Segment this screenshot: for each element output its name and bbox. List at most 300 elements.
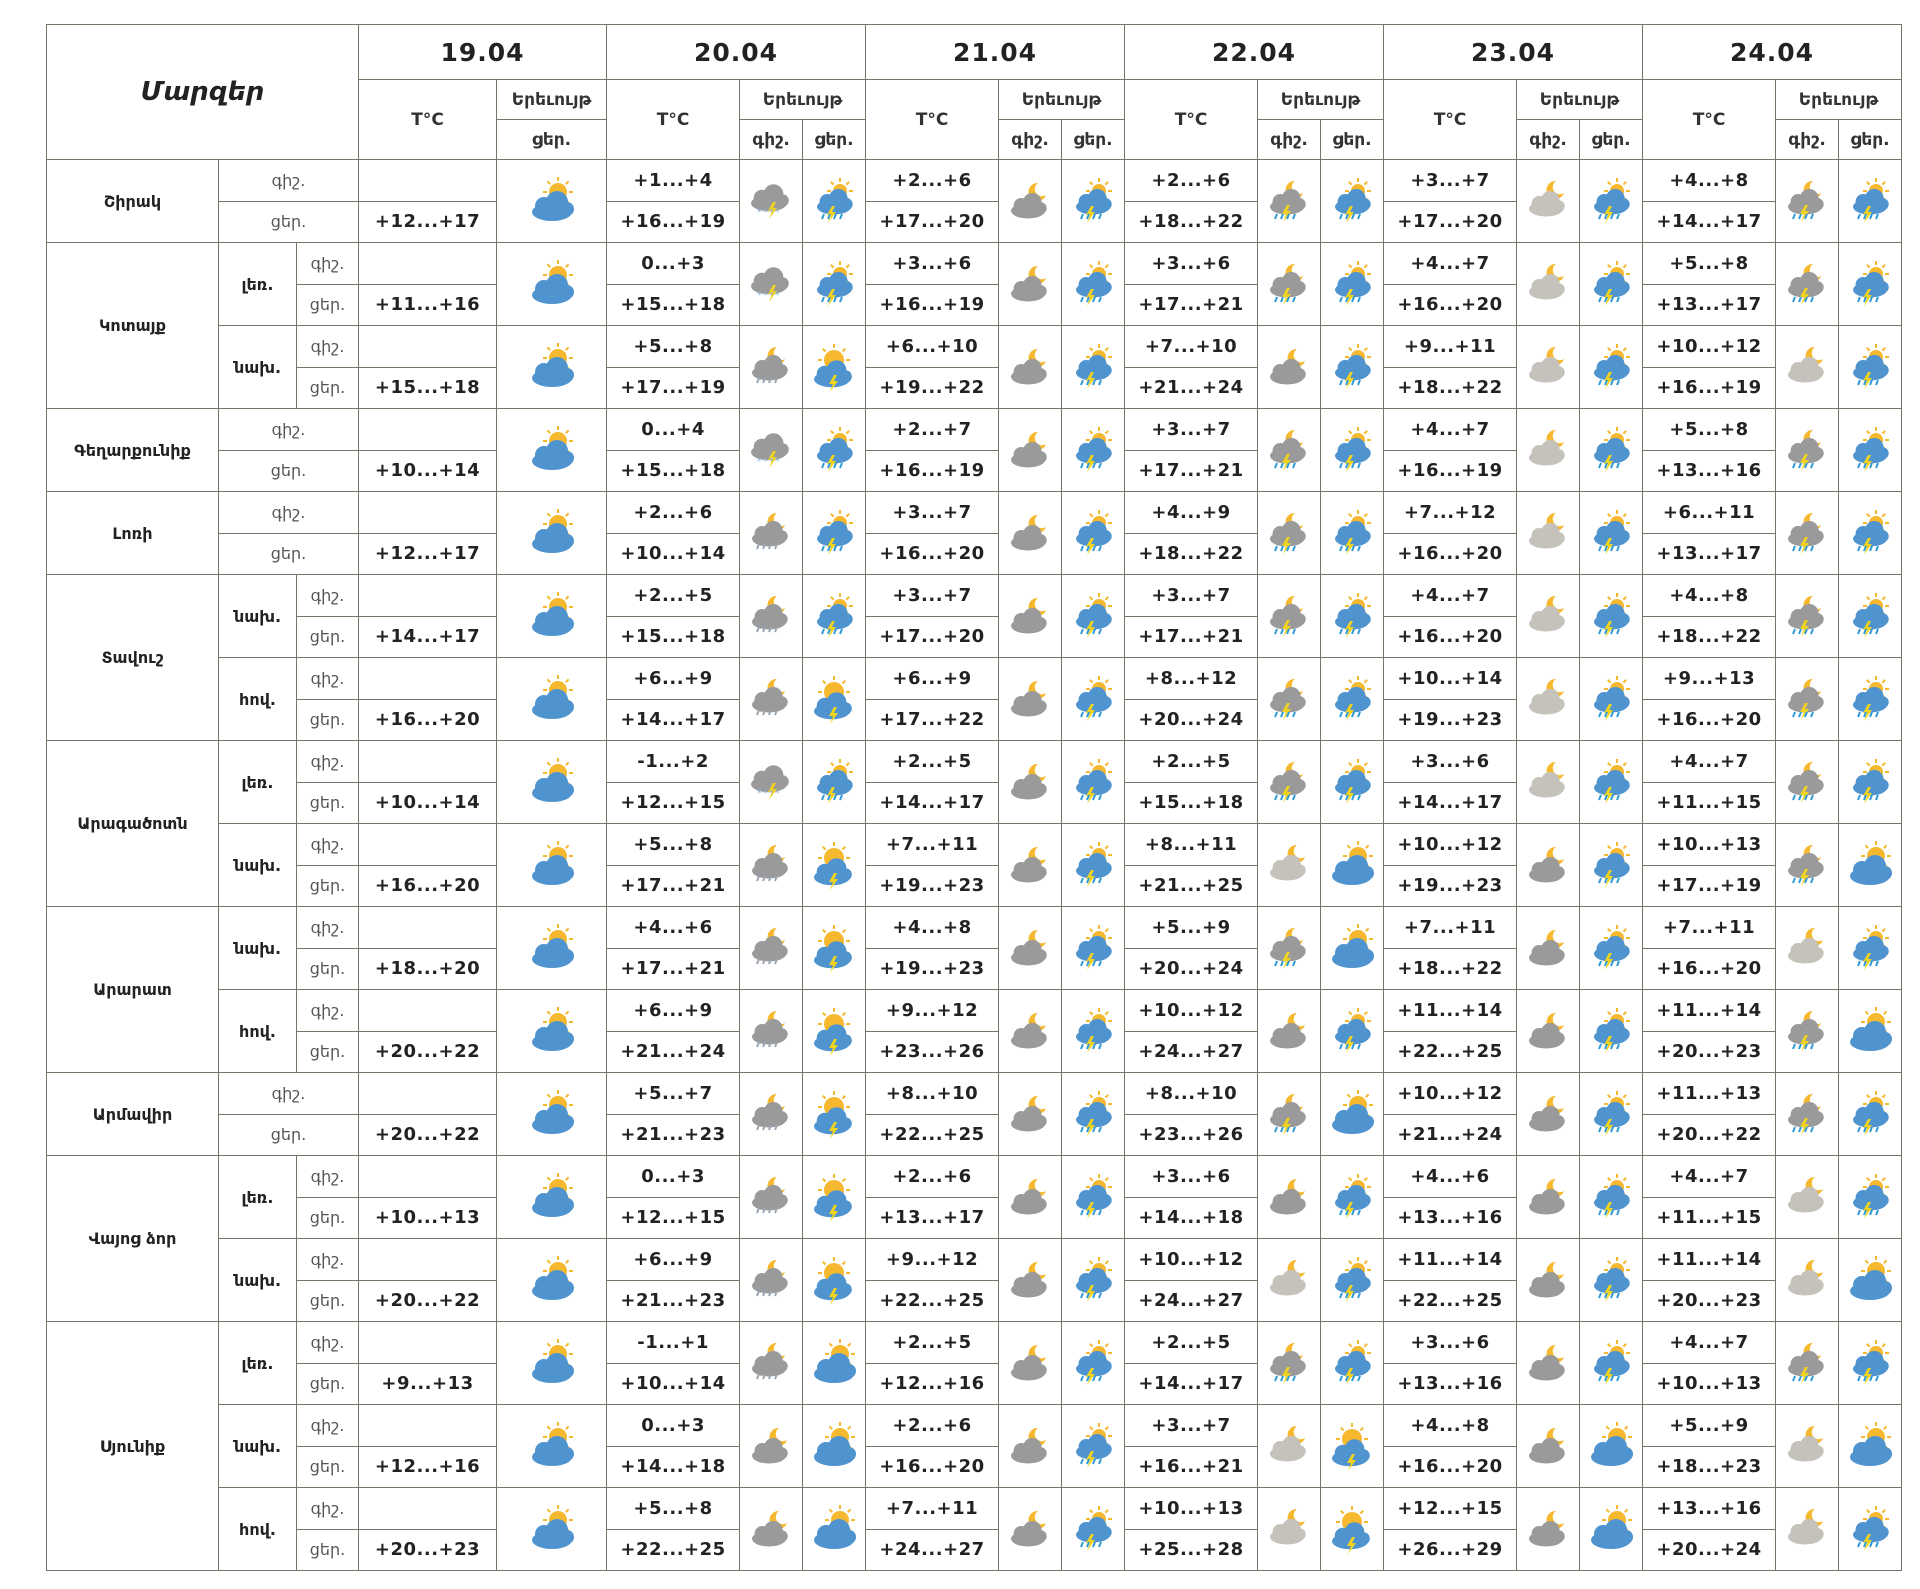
icon-cell bbox=[1258, 907, 1321, 990]
sun-cloud-icon bbox=[528, 591, 576, 641]
cloud-moon-icon bbox=[1524, 1338, 1572, 1388]
day-temp: +21...+23 bbox=[607, 1280, 740, 1322]
night-temp: +6...+9 bbox=[607, 1239, 740, 1281]
sun-thunder-rain-icon bbox=[1328, 1172, 1376, 1222]
night-label: գիշ. bbox=[297, 990, 359, 1032]
day-temp: +18...+22 bbox=[1384, 948, 1517, 990]
icon-cell bbox=[497, 824, 607, 907]
cloud-moon-icon bbox=[1524, 1421, 1572, 1471]
icon-cell bbox=[999, 1239, 1062, 1322]
day-temp: +13...+16 bbox=[1384, 1363, 1517, 1405]
icon-cell bbox=[740, 658, 803, 741]
day-temp: +16...+19 bbox=[1643, 367, 1776, 409]
day-temp: +16...+19 bbox=[866, 284, 999, 326]
icon-cell bbox=[740, 741, 803, 824]
area-name: լեռ. bbox=[219, 741, 297, 824]
day-temp: +16...+19 bbox=[607, 201, 740, 243]
sun-cloud-icon bbox=[810, 1504, 858, 1554]
night-label: գիշ. bbox=[219, 160, 359, 202]
day-temp: +17...+21 bbox=[1125, 616, 1258, 658]
icon-cell bbox=[1776, 243, 1839, 326]
day-temp: +11...+16 bbox=[359, 284, 497, 326]
table-row bbox=[47, 1405, 1902, 1447]
table-row bbox=[47, 243, 1902, 285]
sun-cloud-icon bbox=[528, 1089, 576, 1139]
night-temp: +5...+7 bbox=[607, 1073, 740, 1115]
icon-cell bbox=[740, 326, 803, 409]
temp-cell-empty bbox=[359, 326, 497, 368]
icon-cell bbox=[1580, 658, 1643, 741]
svg-text:*: * bbox=[775, 291, 780, 301]
pale-cloud-icon bbox=[1524, 674, 1572, 724]
area-name: հով. bbox=[219, 658, 297, 741]
icon-cell bbox=[1580, 575, 1643, 658]
sun-thunder-rain-icon bbox=[1587, 425, 1635, 475]
svg-text:*: * bbox=[757, 789, 762, 799]
day-temp: +21...+24 bbox=[607, 1031, 740, 1073]
cloud-moon-icon bbox=[1006, 425, 1054, 475]
icon-cell bbox=[740, 1156, 803, 1239]
night-temp: +10...+13 bbox=[1125, 1488, 1258, 1530]
sun-thunder-icon bbox=[1328, 1421, 1376, 1471]
sun-cloud-icon bbox=[810, 1421, 858, 1471]
day-temp: +13...+16 bbox=[1643, 450, 1776, 492]
sun-thunder-rain-icon bbox=[1328, 674, 1376, 724]
day-temp: +24...+27 bbox=[1125, 1031, 1258, 1073]
sun-thunder-icon bbox=[810, 840, 858, 890]
thunder-rain-cloud-icon bbox=[1783, 425, 1831, 475]
icon-cell bbox=[1258, 243, 1321, 326]
icon-cell bbox=[999, 1073, 1062, 1156]
day-temp: +13...+17 bbox=[1643, 533, 1776, 575]
sun-cloud-icon bbox=[528, 1421, 576, 1471]
rain-cloud-moon-icon bbox=[747, 1089, 795, 1139]
sun-thunder-rain-icon bbox=[1069, 1421, 1117, 1471]
cloud-moon-icon bbox=[1006, 508, 1054, 558]
area-name: հով. bbox=[219, 990, 297, 1073]
night-temp: +4...+8 bbox=[866, 907, 999, 949]
day-temp: +20...+22 bbox=[359, 1280, 497, 1322]
night-temp: +11...+14 bbox=[1643, 1239, 1776, 1281]
sun-thunder-rain-icon bbox=[1328, 1006, 1376, 1056]
area-name: նախ. bbox=[219, 824, 297, 907]
icon-cell bbox=[1062, 243, 1125, 326]
table-row bbox=[47, 1156, 1902, 1198]
icon-cell bbox=[740, 824, 803, 907]
icon-cell bbox=[999, 1488, 1062, 1571]
cloud-moon-icon bbox=[747, 1504, 795, 1554]
sun-thunder-rain-icon bbox=[1587, 1006, 1635, 1056]
night-label: գիշ. bbox=[297, 1156, 359, 1198]
pale-cloud-icon bbox=[1265, 1504, 1313, 1554]
icon-cell bbox=[740, 1239, 803, 1322]
night-temp: +5...+8 bbox=[1643, 409, 1776, 451]
icon-cell bbox=[999, 1156, 1062, 1239]
night-temp: +3...+6 bbox=[866, 243, 999, 285]
icon-cell bbox=[999, 326, 1062, 409]
icon-cell bbox=[999, 824, 1062, 907]
table-row bbox=[47, 575, 1902, 617]
icon-cell bbox=[1776, 1239, 1839, 1322]
icon-cell bbox=[1839, 409, 1902, 492]
icon-cell bbox=[1839, 907, 1902, 990]
sun-thunder-rain-icon bbox=[1069, 1255, 1117, 1305]
pale-cloud-icon bbox=[1783, 1421, 1831, 1471]
day-temp: +20...+22 bbox=[359, 1114, 497, 1156]
night-label: գիշ. bbox=[219, 492, 359, 534]
temp-header: T°C bbox=[607, 80, 740, 160]
sun-thunder-rain-icon bbox=[1587, 757, 1635, 807]
day-temp: +20...+23 bbox=[359, 1529, 497, 1571]
sun-thunder-rain-icon bbox=[1328, 342, 1376, 392]
temp-cell-empty bbox=[359, 575, 497, 617]
sun-cloud-icon bbox=[528, 1338, 576, 1388]
temp-cell-empty bbox=[359, 658, 497, 700]
pale-cloud-icon bbox=[1524, 591, 1572, 641]
thunder-rain-cloud-icon bbox=[1783, 259, 1831, 309]
icon-cell bbox=[1062, 1073, 1125, 1156]
icon-cell bbox=[1580, 824, 1643, 907]
sun-cloud-icon bbox=[810, 1338, 858, 1388]
svg-text:*: * bbox=[757, 291, 762, 301]
day-temp: +13...+17 bbox=[1643, 284, 1776, 326]
sun-cloud-icon bbox=[528, 1255, 576, 1305]
sun-cloud-icon bbox=[1587, 1421, 1635, 1471]
icon-cell bbox=[1258, 741, 1321, 824]
sun-thunder-rain-icon bbox=[1846, 342, 1894, 392]
sun-thunder-rain-icon bbox=[1587, 1089, 1635, 1139]
night-header: գիշ. bbox=[1517, 120, 1580, 160]
sun-cloud-icon bbox=[528, 1172, 576, 1222]
night-temp: +7...+11 bbox=[1643, 907, 1776, 949]
icon-cell bbox=[999, 575, 1062, 658]
day-temp: +23...+26 bbox=[866, 1031, 999, 1073]
icon-cell bbox=[1517, 907, 1580, 990]
table-row bbox=[47, 907, 1902, 949]
day-temp: +20...+22 bbox=[359, 1031, 497, 1073]
area-name: հով. bbox=[219, 1488, 297, 1571]
thunder-rain-cloud-icon bbox=[1783, 508, 1831, 558]
night-temp: +7...+10 bbox=[1125, 326, 1258, 368]
night-temp: 0...+4 bbox=[607, 409, 740, 451]
night-temp: -1...+2 bbox=[607, 741, 740, 783]
svg-text:*: * bbox=[763, 789, 768, 799]
day-temp: +18...+22 bbox=[1384, 367, 1517, 409]
icon-cell bbox=[1062, 824, 1125, 907]
day-label: ցեր. bbox=[219, 201, 359, 243]
icon-cell bbox=[497, 326, 607, 409]
icon-cell bbox=[1839, 492, 1902, 575]
night-temp: +4...+7 bbox=[1384, 243, 1517, 285]
night-temp: +4...+7 bbox=[1643, 1322, 1776, 1364]
icon-cell bbox=[497, 658, 607, 741]
svg-text:*: * bbox=[775, 789, 780, 799]
day-temp: +22...+25 bbox=[1384, 1031, 1517, 1073]
sun-thunder-rain-icon bbox=[1069, 1504, 1117, 1554]
sun-thunder-icon bbox=[810, 674, 858, 724]
night-temp: +11...+14 bbox=[1384, 1239, 1517, 1281]
night-temp: +4...+7 bbox=[1384, 575, 1517, 617]
svg-text:*: * bbox=[757, 208, 762, 218]
icon-cell bbox=[1062, 1322, 1125, 1405]
day-temp: +21...+23 bbox=[607, 1114, 740, 1156]
icon-cell bbox=[803, 326, 866, 409]
day-temp: +16...+20 bbox=[1643, 948, 1776, 990]
day-temp: +14...+17 bbox=[359, 616, 497, 658]
table-row bbox=[47, 326, 1902, 368]
day-temp: +22...+25 bbox=[607, 1529, 740, 1571]
day-temp: +12...+15 bbox=[607, 1197, 740, 1239]
night-temp: +2...+5 bbox=[1125, 741, 1258, 783]
sun-cloud-icon bbox=[1587, 1504, 1635, 1554]
thunder-rain-cloud-icon bbox=[1265, 425, 1313, 475]
sun-thunder-rain-icon bbox=[1846, 923, 1894, 973]
icon-cell bbox=[1258, 658, 1321, 741]
night-temp: +9...+12 bbox=[866, 990, 999, 1032]
icon-cell bbox=[740, 907, 803, 990]
sun-thunder-rain-icon bbox=[1846, 757, 1894, 807]
area-name: լեռ. bbox=[219, 1156, 297, 1239]
rain-cloud-moon-icon bbox=[747, 840, 795, 890]
day-temp: +15...+18 bbox=[607, 450, 740, 492]
table-title: Մարզեր bbox=[47, 25, 359, 160]
region-name: Կոտայք bbox=[47, 243, 219, 409]
icon-cell bbox=[1062, 575, 1125, 658]
icon-cell bbox=[803, 1488, 866, 1571]
day-temp: +12...+16 bbox=[866, 1363, 999, 1405]
day-temp: +17...+21 bbox=[1125, 450, 1258, 492]
day-temp: +16...+20 bbox=[866, 1446, 999, 1488]
sun-thunder-rain-icon bbox=[1328, 1255, 1376, 1305]
icon-cell bbox=[1258, 1488, 1321, 1571]
icon-cell bbox=[1321, 1405, 1384, 1488]
icon-cell bbox=[1258, 492, 1321, 575]
icon-cell bbox=[497, 492, 607, 575]
icon-cell bbox=[1258, 1405, 1321, 1488]
cloud-moon-icon bbox=[1265, 342, 1313, 392]
day-temp: +9...+13 bbox=[359, 1363, 497, 1405]
icon-cell bbox=[1321, 658, 1384, 741]
thunder-rain-cloud-icon bbox=[1783, 1338, 1831, 1388]
table-row bbox=[47, 990, 1902, 1032]
cloud-moon-icon bbox=[1265, 1172, 1313, 1222]
night-temp: +11...+14 bbox=[1643, 990, 1776, 1032]
night-temp: +9...+11 bbox=[1384, 326, 1517, 368]
pale-cloud-icon bbox=[1524, 425, 1572, 475]
night-temp: +6...+10 bbox=[866, 326, 999, 368]
sun-cloud-icon bbox=[528, 342, 576, 392]
night-temp: +10...+12 bbox=[1384, 824, 1517, 866]
day-temp: +19...+23 bbox=[866, 865, 999, 907]
table-row bbox=[47, 160, 1902, 202]
day-temp: +16...+19 bbox=[1384, 450, 1517, 492]
night-temp: +4...+8 bbox=[1384, 1405, 1517, 1447]
temp-cell-empty bbox=[359, 243, 497, 285]
day-temp: +18...+20 bbox=[359, 948, 497, 990]
icon-cell bbox=[1839, 1073, 1902, 1156]
icon-cell bbox=[497, 1488, 607, 1571]
icon-cell bbox=[999, 243, 1062, 326]
icon-cell bbox=[1580, 492, 1643, 575]
icon-cell bbox=[1580, 243, 1643, 326]
date-header: 23.04 bbox=[1384, 25, 1643, 80]
icon-cell bbox=[497, 160, 607, 243]
icon-cell bbox=[1517, 575, 1580, 658]
day-temp: +17...+21 bbox=[607, 865, 740, 907]
temp-cell-empty bbox=[359, 1239, 497, 1281]
night-temp: +3...+7 bbox=[866, 575, 999, 617]
day-temp: +17...+22 bbox=[866, 699, 999, 741]
day-temp: +23...+26 bbox=[1125, 1114, 1258, 1156]
icon-cell bbox=[497, 1239, 607, 1322]
cloud-moon-icon bbox=[1006, 757, 1054, 807]
day-temp: +16...+20 bbox=[359, 865, 497, 907]
night-temp: +2...+6 bbox=[607, 492, 740, 534]
date-header: 20.04 bbox=[607, 25, 866, 80]
icon-cell bbox=[1839, 1156, 1902, 1239]
temp-cell-empty bbox=[359, 492, 497, 534]
day-temp: +11...+15 bbox=[1643, 782, 1776, 824]
icon-cell bbox=[1062, 907, 1125, 990]
icon-cell bbox=[803, 1322, 866, 1405]
night-temp: +10...+12 bbox=[1384, 1073, 1517, 1115]
icon-cell bbox=[497, 409, 607, 492]
cloud-moon-icon bbox=[1524, 923, 1572, 973]
icon-cell bbox=[803, 824, 866, 907]
day-temp: +22...+25 bbox=[866, 1114, 999, 1156]
sun-thunder-rain-icon bbox=[810, 757, 858, 807]
icon-cell bbox=[1062, 990, 1125, 1073]
night-temp: +3...+6 bbox=[1384, 741, 1517, 783]
icon-cell bbox=[1321, 409, 1384, 492]
forecast-header: Երեւույթ bbox=[497, 80, 607, 120]
icon-cell bbox=[497, 243, 607, 326]
icon-cell bbox=[1776, 1405, 1839, 1488]
icon-cell bbox=[1580, 1073, 1643, 1156]
day-label: ցեր. bbox=[219, 450, 359, 492]
night-temp: +3...+6 bbox=[1384, 1322, 1517, 1364]
night-temp: +10...+12 bbox=[1125, 990, 1258, 1032]
day-temp: +14...+17 bbox=[866, 782, 999, 824]
sun-thunder-rain-icon bbox=[1846, 1172, 1894, 1222]
temp-cell-empty bbox=[359, 1073, 497, 1115]
night-temp: +2...+5 bbox=[1125, 1322, 1258, 1364]
day-temp: +17...+20 bbox=[1384, 201, 1517, 243]
icon-cell bbox=[1258, 575, 1321, 658]
temp-cell-empty bbox=[359, 409, 497, 451]
day-label: ցեր. bbox=[297, 284, 359, 326]
icon-cell bbox=[1839, 1239, 1902, 1322]
sun-thunder-rain-icon bbox=[1846, 1504, 1894, 1554]
icon-cell bbox=[999, 1322, 1062, 1405]
sun-thunder-rain-icon bbox=[1587, 1255, 1635, 1305]
day-temp: +14...+17 bbox=[1125, 1363, 1258, 1405]
icon-cell bbox=[803, 243, 866, 326]
region-name: Արմավիր bbox=[47, 1073, 219, 1156]
sun-thunder-rain-icon bbox=[1069, 1089, 1117, 1139]
icon-cell bbox=[1062, 326, 1125, 409]
svg-text:*: * bbox=[769, 457, 774, 467]
svg-text:*: * bbox=[763, 291, 768, 301]
day-label: ցեր. bbox=[297, 1197, 359, 1239]
day-temp: +19...+23 bbox=[866, 948, 999, 990]
sun-thunder-rain-icon bbox=[1587, 591, 1635, 641]
sun-thunder-rain-icon bbox=[1328, 425, 1376, 475]
night-temp: -1...+1 bbox=[607, 1322, 740, 1364]
day-temp: +14...+17 bbox=[1384, 782, 1517, 824]
temp-header: T°C bbox=[866, 80, 999, 160]
date-header: 24.04 bbox=[1643, 25, 1902, 80]
day-temp: +17...+19 bbox=[1643, 865, 1776, 907]
day-temp: +16...+19 bbox=[866, 450, 999, 492]
table-row bbox=[47, 409, 1902, 451]
temp-header: T°C bbox=[359, 80, 497, 160]
day-temp: +16...+21 bbox=[1125, 1446, 1258, 1488]
day-header: ցեր. bbox=[497, 120, 607, 160]
night-temp: +2...+6 bbox=[866, 160, 999, 202]
night-temp: +4...+6 bbox=[607, 907, 740, 949]
icon-cell bbox=[999, 160, 1062, 243]
pale-cloud-icon bbox=[1783, 923, 1831, 973]
sun-thunder-rain-icon bbox=[810, 591, 858, 641]
icon-cell bbox=[1839, 326, 1902, 409]
thunder-rain-cloud-icon bbox=[1265, 1338, 1313, 1388]
night-header: գիշ. bbox=[740, 120, 803, 160]
date-header: 21.04 bbox=[866, 25, 1125, 80]
cloud-moon-icon bbox=[1006, 1504, 1054, 1554]
pale-cloud-icon bbox=[1265, 840, 1313, 890]
day-temp: +14...+18 bbox=[607, 1446, 740, 1488]
sun-cloud-icon bbox=[1846, 1006, 1894, 1056]
day-temp: +20...+24 bbox=[1643, 1529, 1776, 1571]
thunder-rain-cloud-icon bbox=[1265, 259, 1313, 309]
day-temp: +25...+28 bbox=[1125, 1529, 1258, 1571]
rain-cloud-moon-icon bbox=[747, 342, 795, 392]
area-name: նախ. bbox=[219, 1239, 297, 1322]
icon-cell bbox=[1258, 160, 1321, 243]
sun-thunder-rain-icon bbox=[1328, 591, 1376, 641]
icon-cell bbox=[999, 658, 1062, 741]
night-label: գիշ. bbox=[297, 907, 359, 949]
date-header: 22.04 bbox=[1125, 25, 1384, 80]
night-header: գիշ. bbox=[999, 120, 1062, 160]
day-temp: +15...+18 bbox=[1125, 782, 1258, 824]
day-label: ցեր. bbox=[297, 367, 359, 409]
day-temp: +12...+16 bbox=[359, 1446, 497, 1488]
day-temp: +16...+20 bbox=[1384, 284, 1517, 326]
icon-cell bbox=[803, 1405, 866, 1488]
icon-cell bbox=[497, 1156, 607, 1239]
icon-cell bbox=[803, 741, 866, 824]
day-label: ցեր. bbox=[219, 533, 359, 575]
pale-cloud-icon bbox=[1265, 1421, 1313, 1471]
icon-cell bbox=[1776, 1488, 1839, 1571]
icon-cell bbox=[803, 1239, 866, 1322]
day-temp: +15...+18 bbox=[607, 616, 740, 658]
thunder-rain-cloud-icon bbox=[1783, 176, 1831, 226]
thunder-rain-cloud-icon bbox=[1265, 674, 1313, 724]
icon-cell bbox=[1321, 326, 1384, 409]
temp-cell-empty bbox=[359, 741, 497, 783]
icon-cell bbox=[1517, 326, 1580, 409]
day-temp: +20...+24 bbox=[1125, 948, 1258, 990]
day-temp: +10...+14 bbox=[607, 533, 740, 575]
icon-cell bbox=[1580, 1488, 1643, 1571]
icon-cell bbox=[803, 990, 866, 1073]
day-label: ցեր. bbox=[297, 1529, 359, 1571]
icon-cell bbox=[740, 1073, 803, 1156]
night-temp: +5...+9 bbox=[1643, 1405, 1776, 1447]
